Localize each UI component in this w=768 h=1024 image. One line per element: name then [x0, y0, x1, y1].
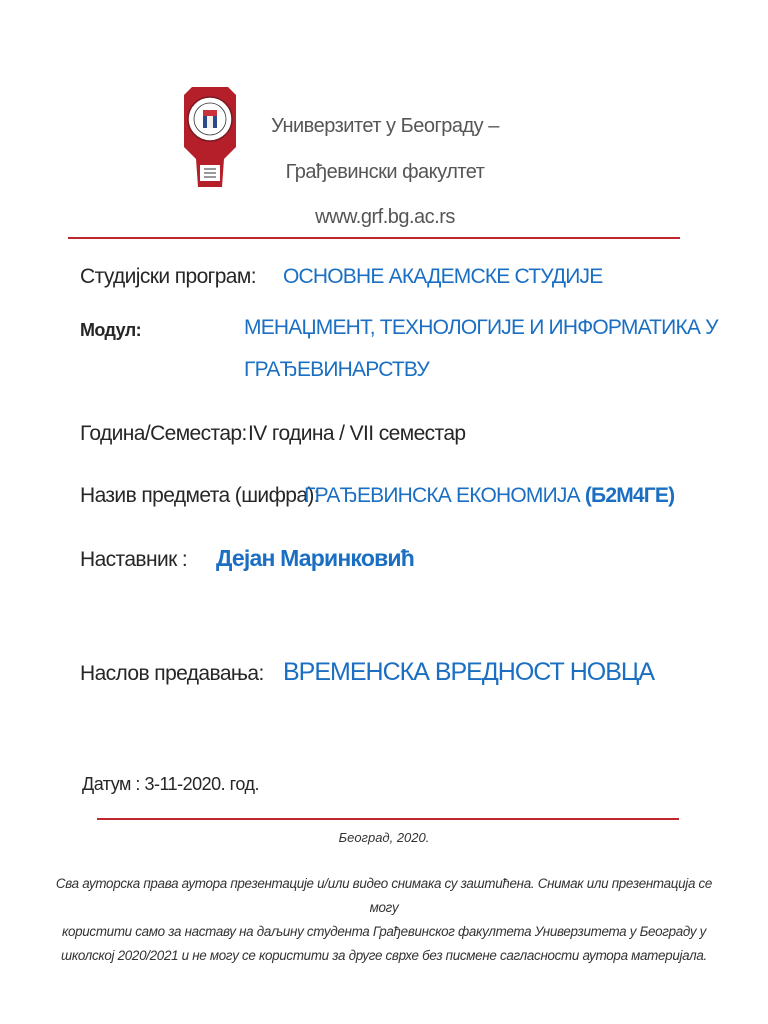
- teacher-label: Наставник :: [80, 548, 188, 571]
- program-value: ОСНОВНЕ АКАДЕМСКЕ СТУДИЈЕ: [283, 265, 603, 288]
- date-label: Датум :: [82, 774, 140, 794]
- year-label: Година/Семестар:: [80, 422, 247, 445]
- course-name-text: ГРАЂЕВИНСКА ЕКОНОМИЈА: [304, 484, 580, 507]
- copyright-notice: [50, 872, 718, 968]
- copyright-line1: Сва ауторска права аутора презентације и/или видео снимака су заштићена. Снимак или презентација се могу: [55, 876, 713, 915]
- course-name: [304, 484, 674, 508]
- copyright-line2: користити само за наставу на даљину студента Грађевинског факултета Универзитета у Београду у: [61, 924, 707, 939]
- teacher-name: Дејан Маринковић: [216, 545, 415, 571]
- university-name-line2: Грађевински факултет: [285, 161, 485, 183]
- module-value-line2: ГРАЂЕВИНАРСТВУ: [244, 358, 429, 381]
- header-divider: [68, 237, 680, 239]
- module-label: Модул:: [80, 320, 141, 340]
- module-value-line1: МЕНАЏМЕНТ, ТЕХНОЛОГИЈЕ И ИНФОРМАТИКА У: [244, 316, 718, 339]
- date-value: 3-11-2020. год.: [144, 774, 259, 794]
- university-name-line1: Универзитет у Београду –: [271, 115, 499, 137]
- lecture-title: ВРЕМЕНСКА ВРЕДНОСТ НОВЦА: [283, 658, 655, 686]
- copyright-line3: школској 2020/2021 и не могу се користити за друге сврхе без писмене сагласности аутора материјала.: [61, 948, 707, 963]
- program-label: Студијски програм:: [80, 265, 256, 288]
- date-row: [82, 774, 259, 795]
- university-seal-icon: [178, 77, 242, 195]
- year-value: IV година / VII семестар: [248, 422, 466, 445]
- lecture-label: Наслов предавања:: [80, 662, 264, 685]
- course-label: Назив предмета (шифра):: [80, 484, 320, 507]
- course-code: (Б2М4ГЕ): [584, 484, 675, 507]
- university-website: www.grf.bg.ac.rs: [315, 206, 455, 228]
- footer-divider: [97, 818, 679, 820]
- footer-city-year: Београд, 2020.: [338, 830, 430, 845]
